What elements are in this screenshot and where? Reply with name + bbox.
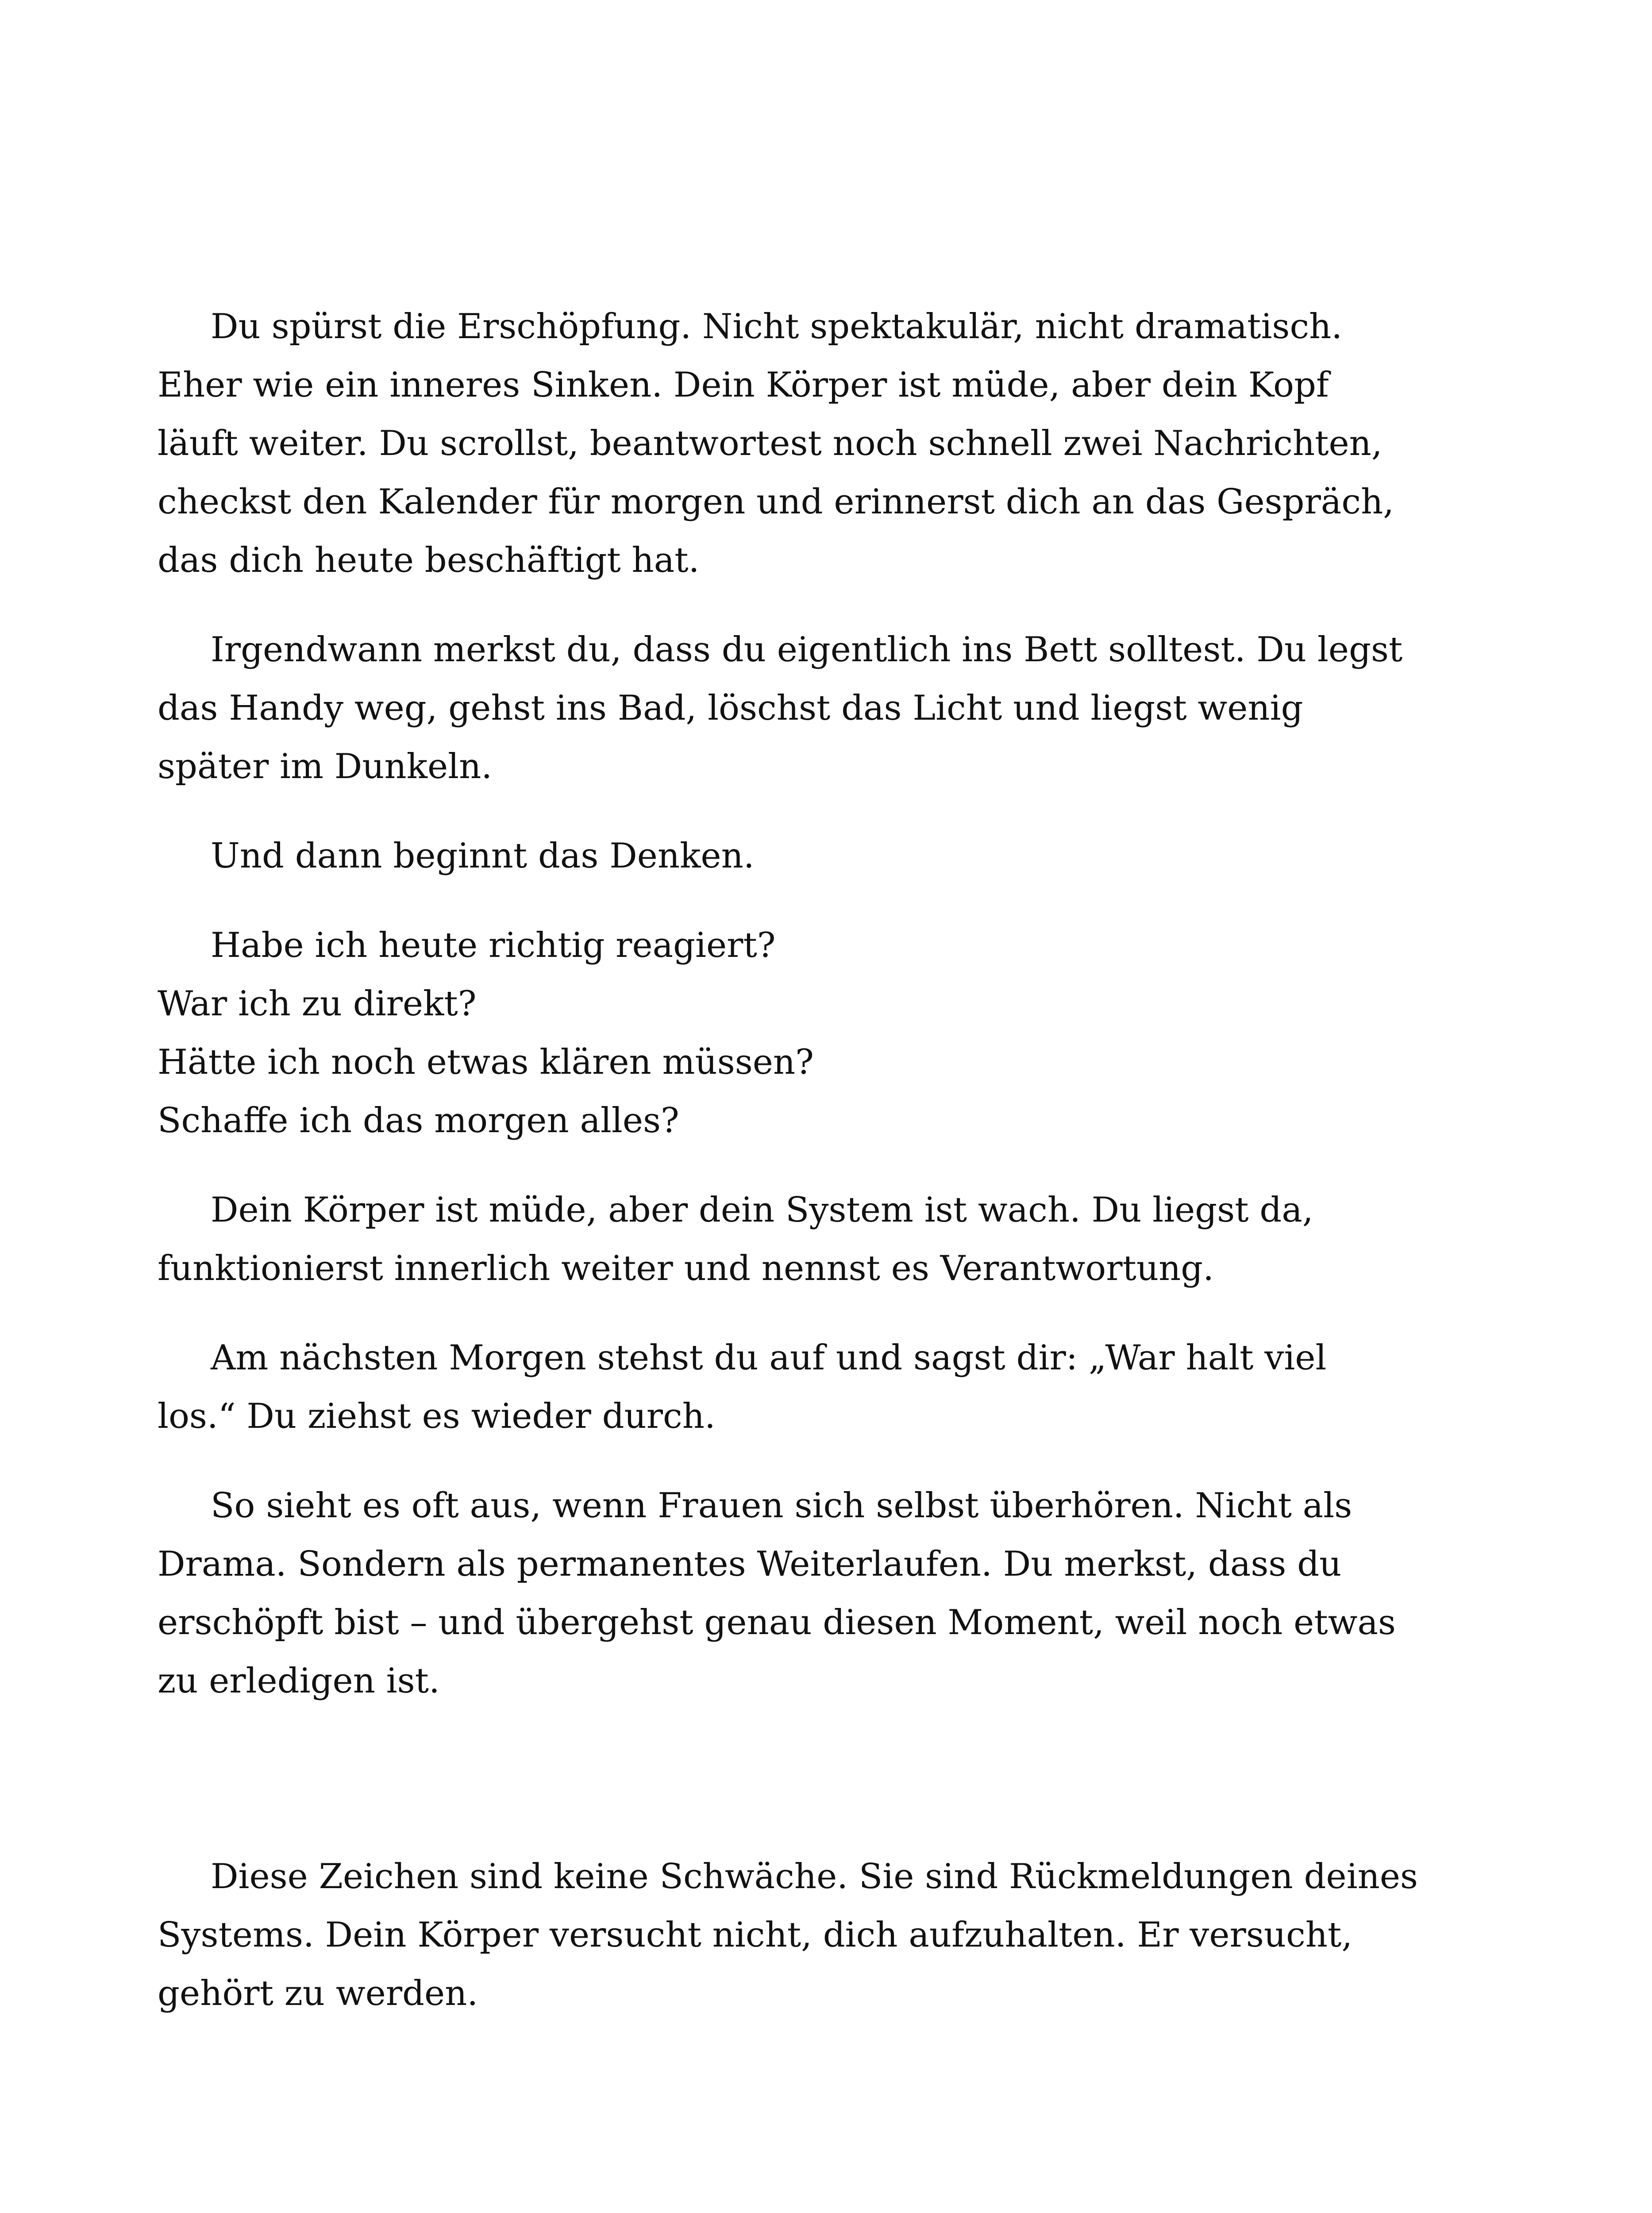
question-line: Hätte ich noch etwas klären müssen?: [158, 1042, 814, 1082]
paragraph-2: [158, 621, 1459, 796]
text-line: Systems. Dein Körper versucht nicht, dich aufzuhalten. Er versucht,: [158, 1915, 1353, 1955]
text-line: das Handy weg, gehst ins Bad, löschst das Licht und liegst wenig: [158, 688, 1303, 728]
text-line: zu erledigen ist.: [158, 1661, 440, 1701]
text-line: los.“ Du ziehst es wieder durch.: [158, 1396, 716, 1436]
body-text: [158, 297, 1459, 2054]
text-line: Du spürst die Erschöpfung. Nicht spektakulär, nicht dramatisch.: [211, 307, 1343, 347]
paragraph-6: [158, 1329, 1459, 1446]
text-line: So sieht es oft aus, wenn Frauen sich selbst überhören. Nicht als: [211, 1486, 1352, 1526]
text-line: Irgendwann merkst du, dass du eigentlich ins Bett solltest. Du legst: [211, 630, 1403, 670]
question-line: Schaffe ich das morgen alles?: [158, 1101, 679, 1141]
paragraph-3: [158, 827, 1459, 885]
text-line: gehört zu werden.: [158, 1974, 478, 2013]
text-line: Am nächsten Morgen stehst du auf und sagst dir: „War halt viel: [211, 1338, 1327, 1378]
text-line: läuft weiter. Du scrollst, beantwortest noch schnell zwei Nachrichten,: [158, 424, 1382, 463]
paragraph-1: [158, 297, 1459, 590]
question-line: War ich zu direkt?: [158, 984, 477, 1024]
text-line: Eher wie ein inneres Sinken. Dein Körper ist müde, aber dein Kopf: [158, 365, 1329, 405]
text-line: funktionierst innerlich weiter und nennst es Verantwortung.: [158, 1249, 1214, 1288]
text-line: später im Dunkeln.: [158, 747, 493, 787]
text-line: Drama. Sondern als permanentes Weiterlaufen. Du merkst, dass du: [158, 1544, 1342, 1584]
text-line: das dich heute beschäftigt hat.: [158, 540, 700, 580]
text-line: erschöpft bist – und übergehst genau diesen Moment, weil noch etwas: [158, 1603, 1396, 1642]
text-line: Dein Körper ist müde, aber dein System ist wach. Du liegst da,: [211, 1190, 1313, 1230]
question-line: Habe ich heute richtig reagiert?: [211, 925, 776, 965]
paragraph-4-questions: [158, 916, 1459, 1150]
text-line: checkst den Kalender für morgen und erinnerst dich an das Gespräch,: [158, 482, 1394, 522]
paragraph-5: [158, 1181, 1459, 1298]
paragraph-7: [158, 1477, 1459, 1710]
text-line: Diese Zeichen sind keine Schwäche. Sie sind Rückmeldungen deines: [211, 1857, 1418, 1897]
text-line: Und dann beginnt das Denken.: [211, 836, 755, 876]
paragraph-8: [158, 1847, 1459, 2023]
section-gap: [158, 1741, 1459, 1847]
